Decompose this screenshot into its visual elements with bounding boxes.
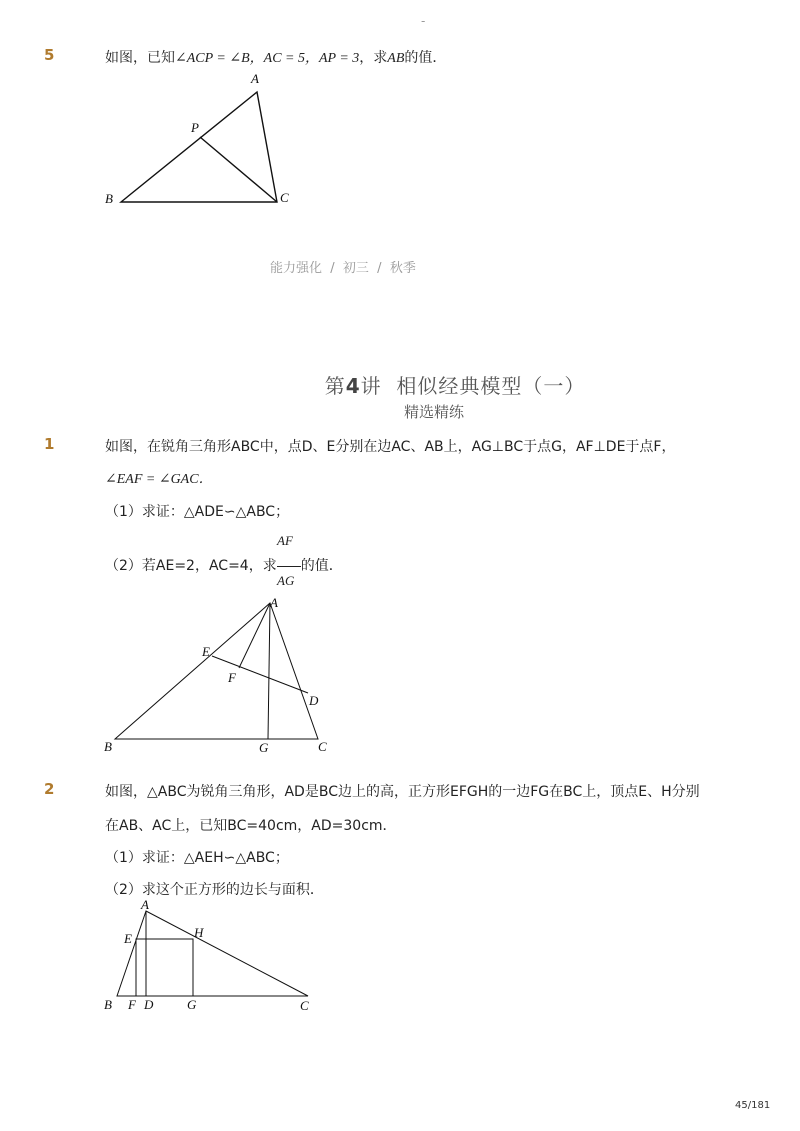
label-e: E [202, 644, 210, 659]
square-efgh [136, 939, 193, 996]
label-a: A [270, 595, 278, 610]
label-g: G [259, 740, 269, 755]
problem-number: 1 [44, 435, 55, 453]
problem-line: 在AB、AC上，已知BC=40cm，AD=30cm． [105, 818, 397, 834]
lecture-title [310, 346, 585, 399]
label-c: C [280, 190, 289, 205]
page-number: 45/181 [735, 1100, 771, 1111]
problem-number: 2 [44, 780, 55, 798]
label-h: H [194, 925, 204, 940]
segment-pc [200, 137, 277, 202]
fraction-bar [277, 566, 301, 567]
label-b: B [104, 739, 112, 754]
problem-number: 5 [44, 46, 55, 64]
part-2-prefix: （2）若AE=2，AC=4，求 [105, 558, 277, 574]
label-d: D [144, 997, 154, 1012]
lecture-number: 4 [345, 374, 361, 398]
triangle-figure-5 [0, 0, 800, 240]
statement-prefix: 如图，已知 [105, 50, 175, 66]
triangle-figure-2 [0, 895, 800, 1025]
lecture-rest: 讲 相似经典模型（一） [360, 374, 586, 398]
footer-tag: 能力强化 / 初三 / 秋季 [270, 261, 416, 276]
segment-af [239, 603, 270, 668]
angle-condition: ∠ACP = ∠B，AC = 5，AP = 3 [175, 51, 360, 66]
problem-line: 如图，△ABC为锐角三角形，AD是BC边上的高，正方形EFGH的一边FG在BC上，顶点E、H分别 [105, 784, 700, 800]
triangle-abc [121, 92, 277, 202]
part-1: （1）求证：△AEH∽△ABC； [105, 850, 289, 866]
problem-line: 如图，在锐角三角形ABC中，点D、E分别在边AC、AB上，AG⊥BC于点G，AF⊥DE于点F， [105, 439, 676, 455]
label-e: E [124, 931, 132, 946]
lecture-prefix: 第 [324, 374, 346, 398]
part-2-suffix: 的值． [300, 558, 343, 574]
statement-end: 的值． [404, 50, 447, 66]
part-2: （2）求这个正方形的边长与面积． [105, 882, 324, 898]
label-a: A [251, 71, 259, 86]
label-c: C [300, 998, 309, 1013]
fraction-numerator: AF [277, 533, 293, 548]
segment-ag [268, 603, 270, 739]
part-2 [105, 555, 343, 575]
target-segment: AB [387, 51, 405, 66]
angle-condition: ∠EAF = ∠GAC． [105, 472, 213, 487]
part-1: （1）求证：△ADE∽△ABC； [105, 504, 290, 520]
label-c: C [318, 739, 327, 754]
label-b: B [104, 997, 112, 1012]
label-a: A [141, 897, 149, 912]
label-g: G [187, 997, 197, 1012]
statement-suffix: ，求 [359, 50, 388, 66]
label-f: F [228, 670, 236, 685]
triangle-abc [115, 603, 318, 739]
triangle-figure-1 [0, 590, 800, 760]
label-d: D [309, 693, 319, 708]
header-mark: - [421, 14, 426, 28]
label-f: F [128, 997, 136, 1012]
fraction-denominator: AG [277, 573, 295, 588]
label-b: B [105, 191, 113, 206]
label-p: P [191, 120, 199, 135]
segment-de [212, 656, 308, 693]
section-title: 精选精练 [404, 403, 465, 421]
